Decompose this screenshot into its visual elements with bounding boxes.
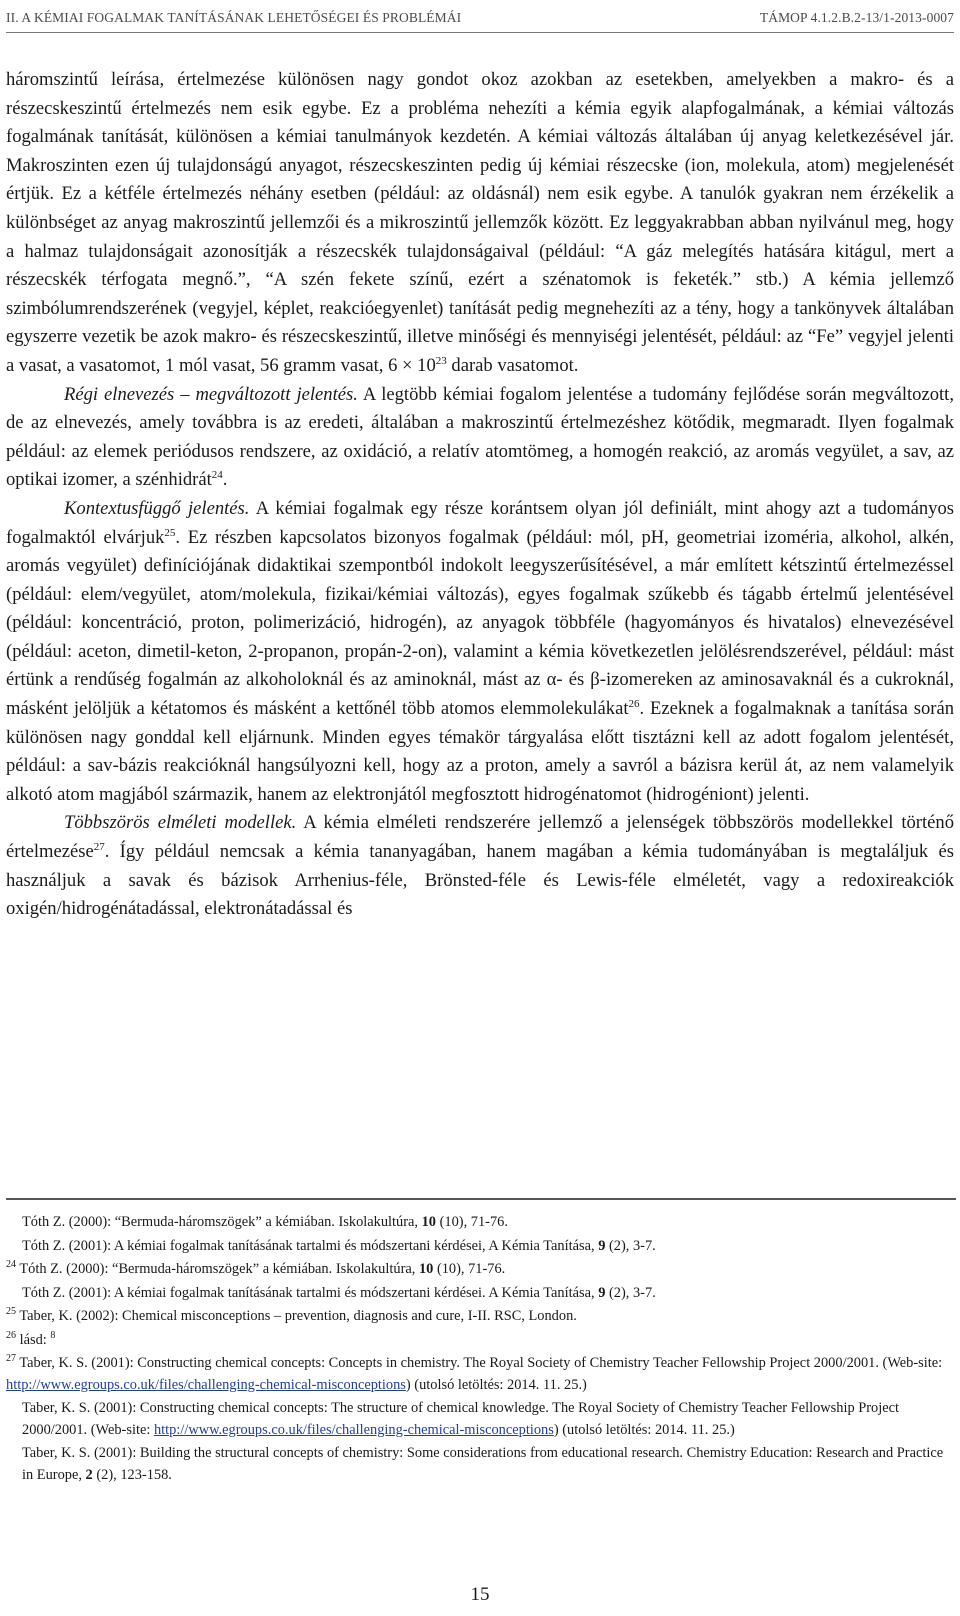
- footnote-ref-25: 25: [164, 526, 176, 539]
- footnote-number: 24: [6, 1259, 16, 1271]
- web-link[interactable]: http://www.egroups.co.uk/files/challenging-chemical-misconceptions: [6, 1376, 406, 1393]
- section-heading-inline: Többszörös elméleti modellek.: [64, 812, 297, 834]
- footnote-24-line-2: Tóth Z. (2001): A kémiai fogalmak tanításának tartalmi és módszertani kérdései. A Kémia Tanítása, 9 (2), 3-7.: [22, 1284, 656, 1301]
- body-text: [6, 66, 954, 924]
- header-project-code: TÁMOP 4.1.2.B.2-13/1-2013-0007: [759, 10, 954, 25]
- footnote-27-line-2: Taber, K. S. (2001): Constructing chemical concepts: The structure of chemical knowledge. The Royal Society of Chemistry Teacher Fellowship Project 2000/2001. (Web-site: http://www.egroups.co.uk/files/challenging-chemical-misconceptions) (utolsó letöltés: 2014. 11. 25.): [22, 1400, 900, 1438]
- footnote-25: $^{25}$ Taber, K. (2002): Chemical misconceptions – prevention, diagnosis and cure, I-II. RSC, London.: [6, 1306, 577, 1324]
- footnote-27-line-3: Taber, K. S. (2001): Building the structural concepts of chemistry: Some considerations from educational research. Chemistry Education: Research and Practice in Europe, 2 (2), 123-158.: [22, 1445, 944, 1483]
- footnote-number: 27: [6, 1353, 16, 1365]
- footnote-number: 26: [6, 1329, 16, 1341]
- paragraph-kontextusfuggo: Kontextusfüggő jelentés. A kémiai fogalmak egy része korántsem olyan jól definiált, mint ahogy azt a tudományos fogalmaktól elvárjuk$^{25}$. Ez részben kapcsolatos bizonyos fogalmak (például: mól, pH, geometriai izoméria, alkohol, alkén, aromás vegyület) definíciójának didaktikai szempontból indokolt leegyszerűsítésével, a már említett kétszintű értelmezéssel (például: elem/vegyület, atom/molekula, fizikai/kémiai változás), egyes fogalmak szűkebb és tágabb értelmű jelentésével (például: koncentráció, proton, polimerizáció, hidrogén), az anyagok többféle (hagyományos és hivatalos) elnevezésével (például: aceton, dimetil-keton, 2-propanon, propán-2-on), valamint a kémia következetlen jelölésrendszerével, például: mást értünk a rendűség fogalmán az alkoholoknál és az aminoknál, mást az α- és β-izomereken az aminosavaknál és a cukroknál, másként jelöljük a kétatomos és másként a kettőnél több atomos elemmolekulákat$^{26}$. Ezeknek a fogalmaknak a tanítása során különösen nagy gonddal kell eljárnunk. Minden egyes témakör tárgyalása előtt tisztázni kell az adott fogalom jelentését, például: a sav-bázis reakcióknál hangsúlyozni kell, hogy az a proton, amely a savról a bázisra kerül át, az nem valamelyik alkotó atom magjából származik, hanem az elektronjától megfosztott hidrogénatomot (hidrogéniont) jelenti.: [6, 497, 954, 805]
- paragraph-tobbszoros-modellek: Többszörös elméleti modellek. A kémia elméleti rendszerére jellemző a jelenségek többszörös modellekkel történő értelmezése$^{27}$. Így például nemcsak a kémia tananyagában, hanem magában a kémia tudományában is megtaláljuk és használjuk a savak és bázisok Arrhenius-féle, Brönsted-féle és Lewis-féle elméletét, vagy a redoxireakciók oxigén/hidrogénátadással, elektronátadással és: [6, 812, 954, 920]
- paragraph-1: háromszintű leírása, értelmezése különösen nagy gondot okoz azokban az esetekben, amelyekben a makro- és a részecskeszintű értelmezés nem esik egybe. Ez a probléma nehezíti a kémia egyik alapfogalmának, a kémiai változás fogalmának tanítását, különösen a kémiai tanulmányok kezdetén. A kémiai változás általában új anyag keletkezésével jár. Makroszinten ezen új tulajdonságú anyagot, részecskeszinten pedig új kémiai részecske (ion, molekula, atom) megjelenését értjük. Ez a kétféle értelmezés néhány esetben (például: az oldásnál) nem esik egybe. A tanulók gyakran nem érzékelik a különbséget az anyag makroszintű jellemzői és a mikroszintű jellemzők között. Ez leggyakrabban abban nyilvánul meg, hogy a halmaz tulajdonságait azonosítják a részecskék tulajdonságaival (például: “A gáz melegítés hatására kitágul, mert a részecskék térfogata megnő.”, “A szén fekete színű, ezért a szénatomok is feketék.” stb.) A kémia jellemző szimbólumrendszerének (vegyjel, képlet, reakcióegyenlet) tanítását pedig megnehezíti az a tény, hogy a tankönyvek általában egyszerre vezetik be azok makro- és részecskeszintű, illetve minőségi és mennyiségi jelentését, például: az “Fe” vegyjel jelenti a vasat, a vasatomot, 1 mól vasat, 56 gramm vasat, $6 \times 10^{23}$ darab vasatomot.: [6, 69, 954, 376]
- footnote-24: $^{24}$ Tóth Z. (2000): “Bermuda-háromszögek” a kémiában. Iskolakultúra, 10 (10), 71-76.: [6, 1259, 506, 1277]
- footnote-ref-24: 24: [211, 469, 223, 482]
- footnote-23-line-2: Tóth Z. (2001): A kémiai fogalmak tanításának tartalmi és módszertani kérdései, A Kémia Tanítása, 9 (2), 3-7.: [22, 1237, 656, 1254]
- header-chapter-title: II. A KÉMIAI FOGALMAK TANÍTÁSÁNAK LEHETŐSÉGEI ÉS PROBLÉMÁI: [6, 10, 462, 25]
- section-heading-inline: Kontextusfüggő jelentés.: [64, 497, 250, 519]
- footnote-26: $^{26}$ lásd: $^8$: [6, 1329, 56, 1348]
- footnote-ref-27: 27: [93, 840, 105, 853]
- footnote-separator: [6, 1198, 956, 1200]
- superscript-exponent: 23: [435, 354, 447, 367]
- footnote-27: $^{27}$ Taber, K. S. (2001): Constructing chemical concepts: Concepts in chemistry. The Royal Society of Chemistry Teacher Fellowship Project 2000/2001. (Web-site: http://www.egroups.co.uk/files/challenging-chemical-misconceptions) (utolsó letöltés: 2014. 11. 25.): [6, 1353, 943, 1393]
- footnote-ref-26: 26: [628, 697, 640, 710]
- web-link[interactable]: http://www.egroups.co.uk/files/challenging-chemical-misconceptions: [153, 1421, 554, 1438]
- footnote-cross-ref: 8: [50, 1329, 56, 1341]
- running-header: [6, 4, 954, 33]
- section-heading-inline: Régi elnevezés – megváltozott jelentés.: [64, 383, 358, 405]
- footnote-23-line-1: Tóth Z. (2000): “Bermuda-háromszögek” a kémiában. Iskolakultúra, 10 (10), 71-76.: [22, 1214, 508, 1230]
- page-number: 15: [470, 1584, 490, 1605]
- footnotes: [6, 1212, 954, 1488]
- footnote-number: 25: [6, 1306, 16, 1318]
- paragraph-regi-elnevezes: Régi elnevezés – megváltozott jelentés. A legtöbb kémiai fogalom jelentése a tudomány fejlődése során megváltozott, de az elnevezés, amely továbbra is az eredeti, általában a makroszintű értelmezéshez kötődik, megmaradt. Ilyen fogalmak például: az elemek periódusos rendszere, az oxidáció, a relatív atomtömeg, a homogén reakció, az aromás vegyület, a sav, az optikai izomer, a szénhidrát$^{24}$.: [6, 383, 954, 491]
